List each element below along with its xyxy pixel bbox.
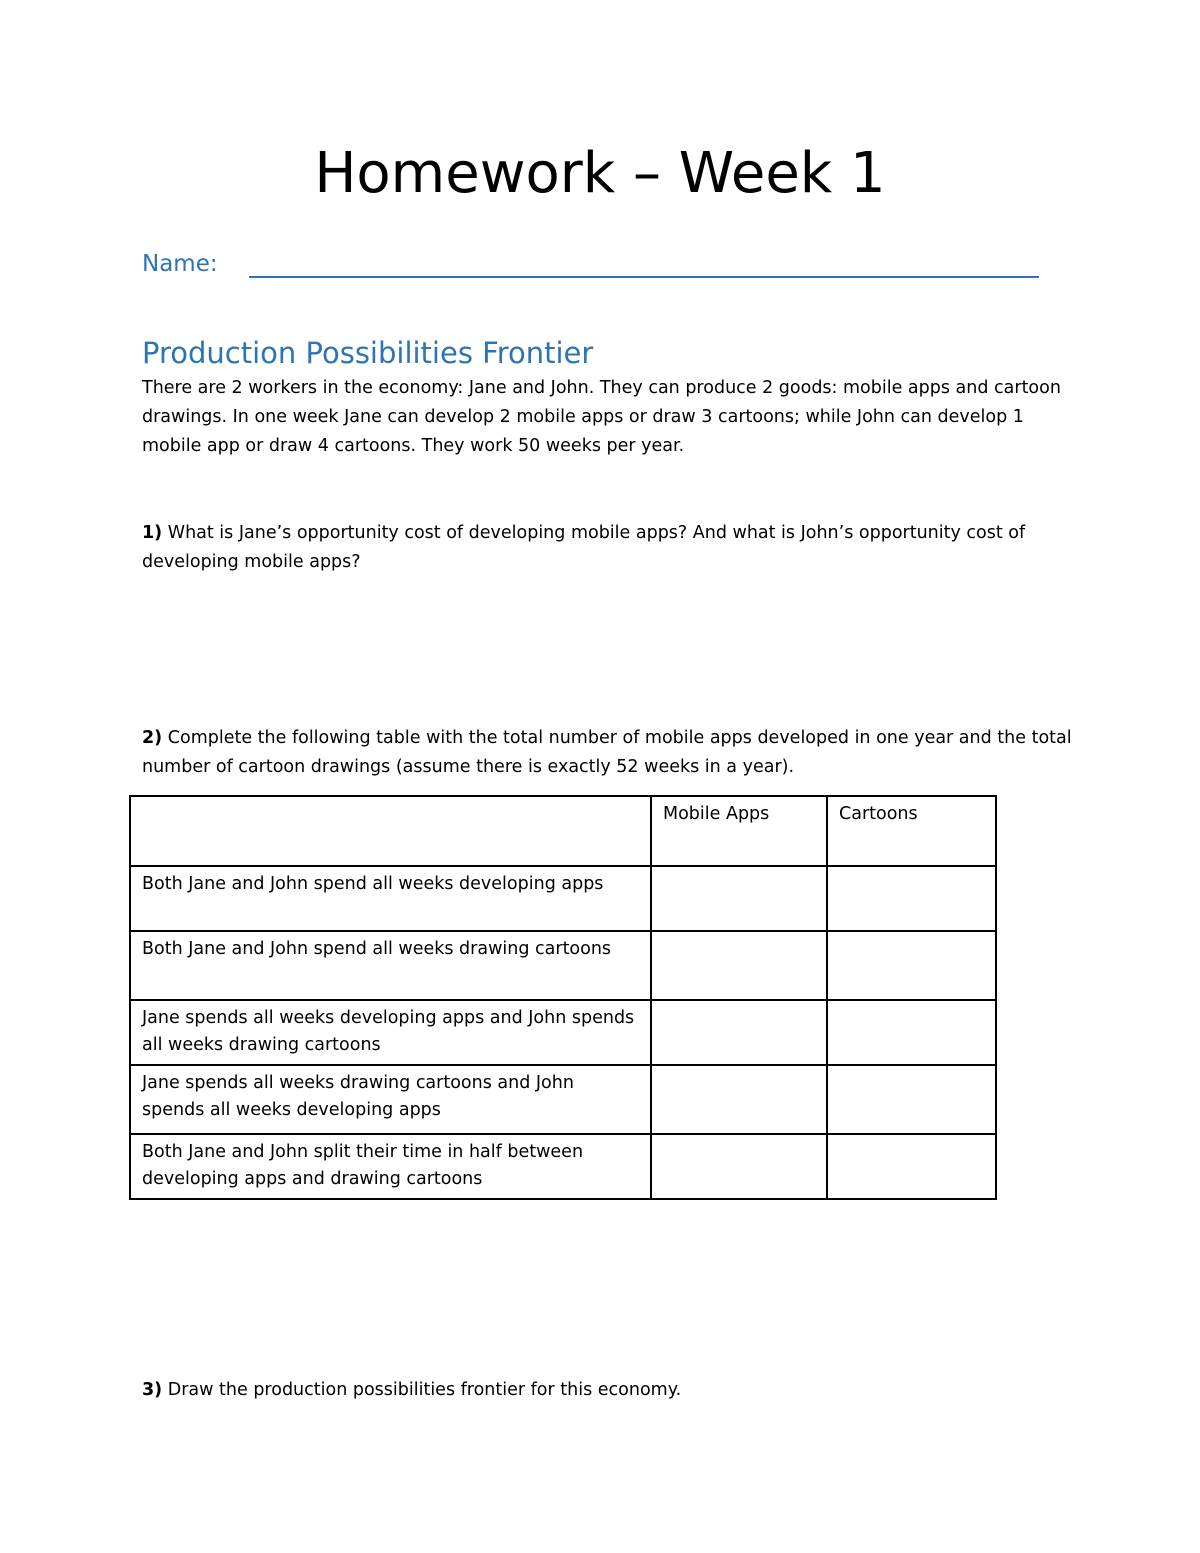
production-table: [129, 795, 997, 1200]
table-row: [130, 1000, 996, 1065]
table-header-empty: [130, 796, 651, 866]
intro-paragraph: There are 2 workers in the economy: Jane and John. They can produce 2 goods: mobile apps and cartoon drawings. In one week Jane can develop 2 mobile apps or draw 3 cartoons; while John can develop 1 mobile app or draw 4 cartoons. They work 50 weeks per year.: [142, 378, 1061, 456]
cartoons-cell[interactable]: [827, 1065, 996, 1134]
question-2-number: 2): [142, 728, 163, 748]
table-row: [130, 931, 996, 1000]
table-header-cartoons: Cartoons: [827, 796, 996, 866]
table-row: [130, 1134, 996, 1199]
question-1: [142, 519, 1072, 577]
question-1-text: What is Jane’s opportunity cost of developing mobile apps? And what is John’s opportunity cost of developing mobile apps?: [142, 523, 1026, 572]
section-heading: Production Possibilities Frontier: [142, 336, 594, 370]
name-blank-line[interactable]: [249, 276, 1039, 278]
cartoons-cell[interactable]: [827, 866, 996, 931]
row-label: Jane spends all weeks drawing cartoons and John spends all weeks developing apps: [130, 1065, 651, 1134]
question-1-number: 1): [142, 523, 163, 543]
cartoons-cell[interactable]: [827, 1134, 996, 1199]
page-title: Homework – Week 1: [314, 141, 886, 206]
mobile-apps-cell[interactable]: [651, 1000, 827, 1065]
name-field-row: [142, 248, 1042, 282]
table-header-row: [130, 796, 996, 866]
table-row: [130, 1065, 996, 1134]
mobile-apps-cell[interactable]: [651, 866, 827, 931]
row-label: Jane spends all weeks developing apps and John spends all weeks drawing cartoons: [130, 1000, 651, 1065]
question-3-number: 3): [142, 1380, 163, 1400]
cartoons-cell[interactable]: [827, 1000, 996, 1065]
question-3: [142, 1376, 1072, 1405]
mobile-apps-cell[interactable]: [651, 1065, 827, 1134]
cartoons-cell[interactable]: [827, 931, 996, 1000]
mobile-apps-cell[interactable]: [651, 1134, 827, 1199]
question-2: [142, 724, 1072, 782]
table-row: [130, 866, 996, 931]
mobile-apps-cell[interactable]: [651, 931, 827, 1000]
row-label: Both Jane and John spend all weeks developing apps: [130, 866, 651, 931]
row-label: Both Jane and John spend all weeks drawing cartoons: [130, 931, 651, 1000]
row-label: Both Jane and John split their time in half between developing apps and drawing cartoons: [130, 1134, 651, 1199]
name-label: Name:: [142, 251, 218, 277]
table-header-mobile-apps: Mobile Apps: [651, 796, 827, 866]
question-2-text: Complete the following table with the total number of mobile apps developed in one year and the total number of cartoon drawings (assume there is exactly 52 weeks in a year).: [142, 728, 1072, 777]
question-3-text: Draw the production possibilities frontier for this economy.: [167, 1380, 682, 1400]
